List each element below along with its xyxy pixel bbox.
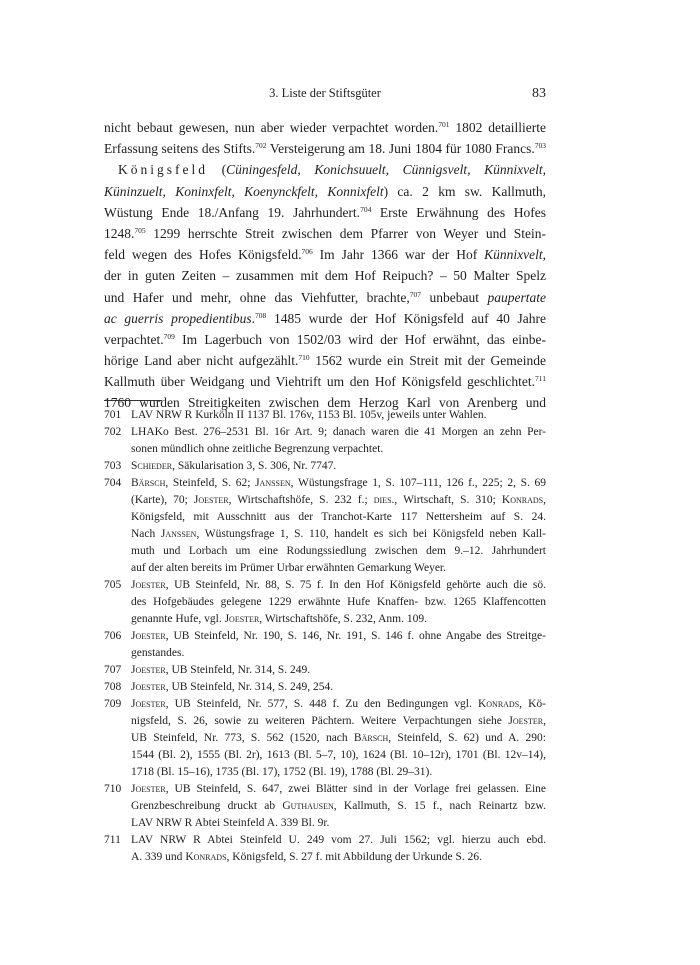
footnote-line: Joester, UB Steinfeld, Nr. 314, S. 249, 254.: [131, 681, 334, 693]
footnote-709: [104, 696, 546, 781]
body-line: ac guerris propedientibus.$^{708}$ 1485 wurde der Hof Königsfeld auf 40 Jahre: [104, 310, 546, 326]
footnote-number: 702: [104, 426, 122, 438]
footnote-line: Joester, UB Steinfeld, Nr. 88, S. 75 f. In den Hof Königsfeld gehörte auch die sö.: [131, 579, 546, 591]
footnote-line: sonen mündlich ohne zeitliche Begrenzung verpachtet.: [131, 443, 384, 455]
footnote-704: [104, 475, 546, 577]
footnote-line: LAV NRW R Abtei Steinfeld A. 339 Bl. 9r.: [131, 817, 330, 829]
footnote-708: [104, 679, 546, 696]
footnote-line: 1718 (Bl. 15–16), 1735 (Bl. 17), 1752 (Bl. 19), 1788 (Bl. 29–31).: [131, 766, 433, 778]
footnote-divider: [104, 400, 162, 401]
footnote-line: genstandes.: [131, 647, 185, 659]
footnote-line: Joester, UB Steinfeld, Nr. 190, S. 146, Nr. 191, S. 146 f. ohne Angabe des Streitge-: [131, 630, 546, 642]
footnote-number: 709: [104, 698, 122, 710]
footnote-line: LHAKo Best. 276–2531 Bl. 16r Art. 9; danach waren die 41 Morgen an zehn Per-: [131, 426, 546, 438]
footnote-ref[interactable]: 708: [255, 310, 267, 320]
body-line: Erfassung seitens des Stifts.$^{702}$ Versteigerung am 18. Juni 1804 für 1080 Francs.$^{703}$: [104, 141, 546, 157]
body-line: Wüstung Ende 18./Anfang 19. Jahrhundert.$^{704}$ Erste Erwähnung des Hofes: [104, 204, 546, 220]
footnote-702: [104, 424, 546, 458]
body-line: Küninzuelt, Koninxfelt, Koenynckfelt, Konnixfelt) ca. 2 km sw. Kallmuth,: [104, 183, 546, 199]
footnote-ref[interactable]: 705: [134, 225, 146, 235]
footnote-line: LAV NRW R Kurköln II 1137 Bl. 176v, 1153 Bl. 105v, jeweils unter Wahlen.: [131, 409, 487, 421]
footnote-line: nigsfeld, S. 26, sowie zu weiteren Pächtern. Weitere Verpachtungen siehe Joester,: [131, 715, 546, 727]
body-line: Kallmuth über Weidgang und Viehtrift um den Hof Königsfeld geschlichtet.$^{711}$: [104, 374, 546, 390]
footnote-line: (Karte), 70; Joester, Wirtschaftshöfe, S. 232 f.; dies., Wirtschaft, S. 310; Konrads,: [131, 494, 546, 506]
footnote-number: 707: [104, 664, 122, 676]
footnote-number: 701: [104, 409, 122, 421]
footnote-line: LAV NRW R Abtei Steinfeld U. 249 vom 27. Juli 1562; vgl. hierzu auch ebd.: [131, 834, 546, 846]
footnote-707: [104, 662, 546, 679]
footnote-line: UB Steinfeld, Nr. 773, S. 562 (1520, nach Bärsch, Steinfeld, S. 62) und A. 290:: [131, 732, 546, 744]
body-line: verpachtet.$^{709}$ Im Lagerbuch von 1502/03 wird der Hof erwähnt, das einbe-: [104, 331, 546, 347]
footnote-line: genannte Hufe, vgl. Joester, Wirtschaftshöfe, S. 232, Anm. 109.: [131, 613, 427, 625]
footnote-line: auf der alten bereits im Prümer Urbar erwähnten Gemarkung Weyer.: [131, 562, 446, 574]
footnote-line: Joester, UB Steinfeld, S. 647, zwei Blätter sind in der Vorlage frei gelassen. Eine: [131, 783, 546, 795]
footnote-line: Bärsch, Steinfeld, S. 62; Janssen, Wüstungsfrage 1, S. 107–111, 126 f., 225; 2, S. 69: [131, 477, 546, 489]
footnote-number: 705: [104, 579, 122, 591]
footnote-710: [104, 781, 546, 832]
footnote-line: muth und Lorbach um eine Rodungssiedlung zwischen dem 9.–12. Jahrhundert: [131, 545, 546, 557]
footnote-line: Nach Janssen, Wüstungsfrage 1, S. 110, handelt es sich bei Königsfeld neben Kall-: [131, 528, 546, 540]
running-title: 3. Liste der Stiftsgüter: [269, 86, 381, 100]
footnote-ref[interactable]: 709: [163, 331, 175, 341]
body-line: nicht bebaut gewesen, nun aber wieder verpachtet worden.$^{701}$ 1802 detaillierte: [104, 120, 547, 135]
footnote-line: Joester, UB Steinfeld, Nr. 577, S. 448 f. Zu den Bedingungen vgl. Konrads, Kö-: [131, 698, 546, 710]
footnote-number: 708: [104, 681, 122, 693]
footnote-line: Grenzbeschreibung druckt ab Guthausen, Kallmuth, S. 15 f., nach Reinartz bzw.: [131, 800, 546, 812]
body-line: feld wegen des Hofes Königsfeld.$^{706}$ Im Jahr 1366 war der Hof Künnixvelt,: [104, 247, 546, 263]
footnote-line: des Hofgebäudes gelegene 1229 erwähnte Hufe Knaffen- bzw. 1265 Klaffencotten: [131, 596, 546, 608]
body-line: der in guten Zeiten – zusammen mit dem Hof Reipuch? – 50 Malter Spelz: [104, 268, 546, 284]
body-line: und Hafer und mehr, ohne das Viehfutter, brachte,$^{707}$ unbebaut paupertate: [104, 289, 546, 305]
body-line: 1248.$^{705}$ 1299 herrschte Streit zwischen dem Pfarrer von Weyer und Stein-: [104, 225, 546, 241]
footnote-line: Schieder, Säkularisation 3, S. 306, Nr. 7747.: [131, 460, 337, 472]
footnote-number: 706: [104, 630, 122, 642]
footnote-number: 711: [104, 834, 121, 846]
footnote-706: [104, 628, 546, 662]
footnote-number: 710: [104, 783, 122, 795]
body-line: hörige Land aber nicht aufgezählt.$^{710}$ 1562 wurde ein Streit mit der Gemeinde: [104, 353, 546, 369]
footnote-701: [104, 407, 546, 424]
footnote-ref[interactable]: 702: [255, 141, 267, 151]
footnote-ref[interactable]: 704: [360, 204, 372, 214]
body-text: [104, 117, 546, 414]
footnote-line: Joester, UB Steinfeld, Nr. 314, S. 249.: [131, 664, 311, 676]
footnote-line: 1544 (Bl. 2), 1555 (Bl. 2r), 1613 (Bl. 5–7, 10), 1624 (Bl. 10–12r), 1701 (Bl. 12v–14),: [131, 749, 546, 761]
footnote-705: [104, 577, 546, 628]
page-header: [104, 86, 546, 106]
footnote-ref[interactable]: 707: [409, 289, 422, 299]
entry-headword: Königsfeld: [118, 162, 208, 178]
body-line: Königsfeld (Cüningesfeld, Konichsuuelt, Cünnigsvelt, Künnixvelt,: [118, 162, 547, 178]
footnote-ref[interactable]: 701: [438, 120, 450, 129]
footnote-number: 704: [104, 477, 122, 489]
footnote-line: A. 339 und Konrads, Königsfeld, S. 27 f. mit Abbildung der Urkunde S. 26.: [131, 851, 483, 863]
footnote-line: Königsfeld, mit Ausschnitt aus der Tranchot-Karte 117 Nettersheim auf S. 24.: [131, 511, 546, 523]
footnote-ref[interactable]: 706: [301, 247, 313, 257]
footnote-number: 703: [104, 460, 122, 472]
footnotes: [104, 407, 546, 866]
body-line: 1760 wurden Streitigkeiten zwischen dem Herzog Karl von Arenberg und: [104, 395, 546, 411]
footnote-703: [104, 458, 546, 475]
footnote-ref[interactable]: 703: [534, 141, 546, 151]
page-number: 83: [532, 86, 546, 101]
footnote-ref[interactable]: 711: [535, 374, 546, 384]
footnote-711: [104, 832, 546, 866]
footnote-ref[interactable]: 710: [298, 353, 310, 363]
